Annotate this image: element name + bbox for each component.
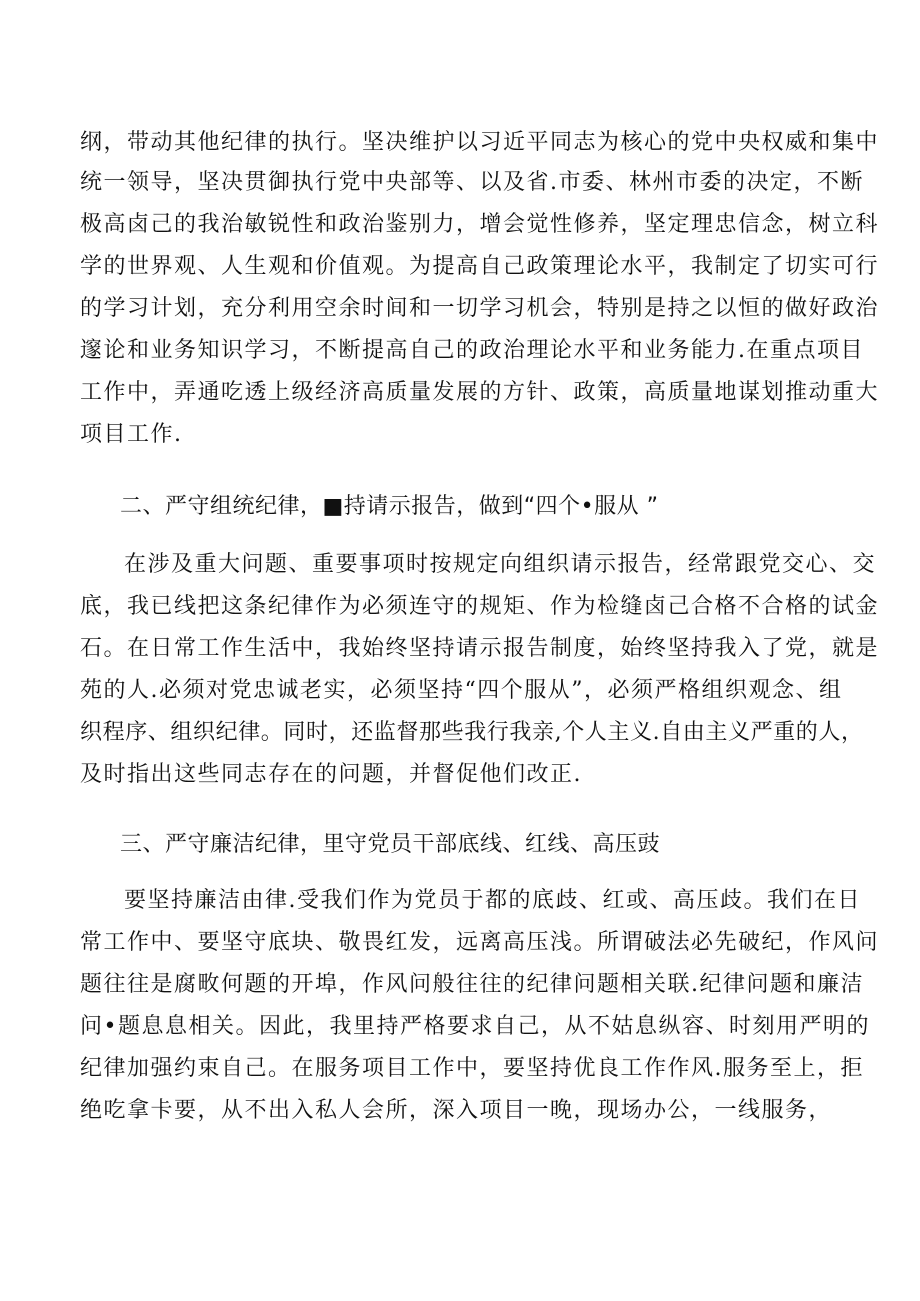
body-line: 邃论和业务知识学习，不断提高自己的政治理论水平和业务能力.在重点项目: [80, 338, 864, 363]
section-heading-3: 三、严守廉洁纪律，里守党员干部底线、红线、高压豉: [120, 832, 661, 857]
body-line: 学的世界观、人生观和价值观。为提高自己政策理论水平，我制定了切实可行: [80, 254, 880, 279]
body-line: 在涉及重大问题、重要事项时按规定向组织请示报告，经常跟党交心、交: [124, 552, 877, 577]
body-line: 及时指出这些同志存在的问题，并督促他们改正.: [80, 762, 582, 787]
body-line: 题往往是腐畋何题的开埠，作风问般往往的纪律问题相关联.纪律问题和廉洁: [80, 972, 864, 997]
body-line: 苑的人.必须对党忠诚老实，必须坚持“四个服从”，必须严格组织观念、组: [80, 678, 843, 703]
body-line: 绝吃拿卡要，从不出入私人会所，深入项目一晚，现场办公，一线服务，: [80, 1098, 833, 1123]
body-line: 纲，带动其他纪律的执行。坚决维护以习近平同志为核心的党中央权威和集中: [80, 130, 880, 155]
body-line: 织程序、组织纪律。同时，还监督那些我行我亲,个人主义.自由主义严重的人，: [80, 720, 864, 745]
body-line: 常工作中、要坚守底块、敬畏红发，远离高压浅。所谓破法必先破纪，作风问: [80, 930, 880, 955]
body-line: 工作中，弄通吃透上级经济高质量发展的方针、政策，高质量地谋划推动重大: [80, 380, 880, 405]
body-line: 问•题息息相关。因此，我里持严格要求自己，从不姑息纵容、时刻用严明的: [80, 1014, 870, 1039]
section-heading-2: 二、严守组统纪律，■持请示报告，做到“四个•服从 ”: [120, 494, 659, 519]
body-line: 纪律加强约束自己。在服务项目工作中，要坚持优良工作作风.服务至上，拒: [80, 1056, 864, 1081]
body-line: 要坚持廉洁由律.受我们作为党员于都的底歧、红或、高压歧。我们在日: [124, 888, 861, 913]
body-line: 石。在日常工作生活中，我始终坚持请示报告制度，始终坚持我入了党，就是: [80, 636, 880, 661]
body-line: 极高卤己的我治敏锐性和政治鉴别力，增会觉性修养，坚定理忠信念，树立科: [80, 212, 880, 237]
body-line: 的学习计划，充分利用空余时间和一切学习机会，特别是持之以恒的做好政治: [80, 296, 880, 321]
body-line: 统一领导，坚决贯御执行党中央部等、以及省.市委、林州市委的决定，不断: [80, 170, 864, 195]
body-line: 底，我已线把这条纪律作为必须连守的规矩、作为检缝卤己合格不合格的试金: [80, 594, 880, 619]
body-line: 项目工作.: [80, 422, 183, 447]
